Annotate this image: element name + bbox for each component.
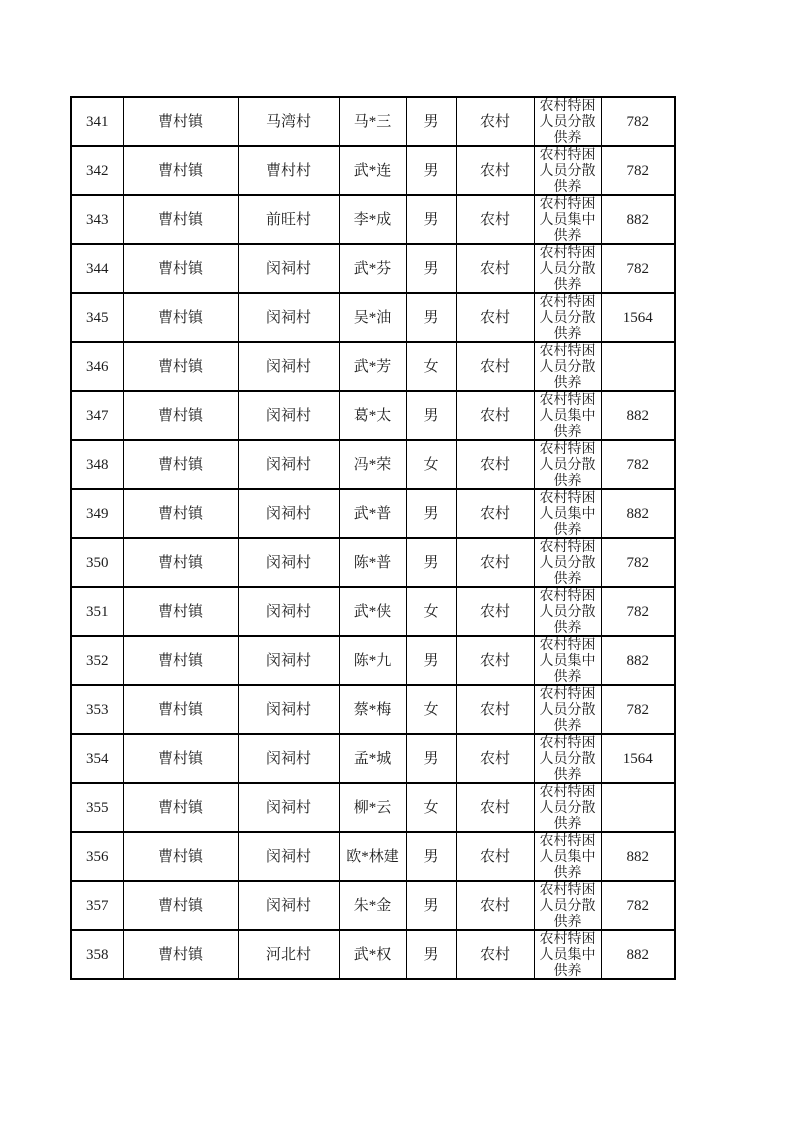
cell-category: [534, 538, 601, 587]
cell-amount: 882: [601, 832, 675, 881]
cell-amount: 782: [601, 881, 675, 930]
cell-category: [534, 881, 601, 930]
cell-category: [534, 293, 601, 342]
table-body: [71, 97, 675, 979]
cell-seq: 342: [71, 146, 123, 195]
cell-seq: 343: [71, 195, 123, 244]
cell-town: 曹村镇: [123, 97, 238, 146]
cell-area-type: 农村: [456, 195, 534, 244]
category-text: 农村特困人员集中供养: [539, 932, 596, 977]
cell-area-type: 农村: [456, 293, 534, 342]
category-text: 农村特困人员集中供养: [539, 491, 596, 536]
cell-name: 冯*荣: [339, 440, 406, 489]
cell-town: 曹村镇: [123, 734, 238, 783]
cell-village: 马湾村: [238, 97, 339, 146]
table-row: [71, 195, 675, 244]
cell-area-type: 农村: [456, 244, 534, 293]
cell-category: [534, 783, 601, 832]
category-text: 农村特困人员集中供养: [539, 393, 596, 438]
cell-name: 吴*油: [339, 293, 406, 342]
cell-category: [534, 685, 601, 734]
cell-village: 闵祠村: [238, 685, 339, 734]
cell-gender: 男: [406, 195, 456, 244]
cell-area-type: 农村: [456, 881, 534, 930]
cell-village: 闵祠村: [238, 440, 339, 489]
cell-name: 武*普: [339, 489, 406, 538]
cell-category: [534, 97, 601, 146]
table-row: [71, 587, 675, 636]
cell-gender: 男: [406, 97, 456, 146]
table-row: [71, 440, 675, 489]
category-text: 农村特困人员分散供养: [539, 148, 596, 193]
cell-area-type: 农村: [456, 538, 534, 587]
cell-category: [534, 195, 601, 244]
cell-name: 武*侠: [339, 587, 406, 636]
table-row: [71, 685, 675, 734]
cell-village: 曹村村: [238, 146, 339, 195]
cell-amount: 882: [601, 636, 675, 685]
table-row: [71, 636, 675, 685]
category-text: 农村特困人员分散供养: [539, 540, 596, 585]
cell-amount: 1564: [601, 293, 675, 342]
cell-town: 曹村镇: [123, 783, 238, 832]
cell-name: 孟*城: [339, 734, 406, 783]
cell-name: 陈*九: [339, 636, 406, 685]
cell-gender: 女: [406, 440, 456, 489]
cell-gender: 女: [406, 685, 456, 734]
cell-seq: 350: [71, 538, 123, 587]
cell-name: 欧*林建: [339, 832, 406, 881]
cell-seq: 356: [71, 832, 123, 881]
cell-name: 陈*普: [339, 538, 406, 587]
cell-town: 曹村镇: [123, 195, 238, 244]
cell-name: 蔡*梅: [339, 685, 406, 734]
cell-town: 曹村镇: [123, 146, 238, 195]
cell-seq: 355: [71, 783, 123, 832]
cell-name: 马*三: [339, 97, 406, 146]
cell-town: 曹村镇: [123, 244, 238, 293]
cell-town: 曹村镇: [123, 587, 238, 636]
cell-area-type: 农村: [456, 587, 534, 636]
subsidy-roster-table: [70, 96, 676, 980]
category-text: 农村特困人员分散供养: [539, 246, 596, 291]
cell-gender: 女: [406, 783, 456, 832]
cell-area-type: 农村: [456, 685, 534, 734]
cell-village: 闵祠村: [238, 391, 339, 440]
cell-town: 曹村镇: [123, 342, 238, 391]
cell-amount: 782: [601, 587, 675, 636]
cell-category: [534, 146, 601, 195]
cell-seq: 348: [71, 440, 123, 489]
cell-seq: 349: [71, 489, 123, 538]
table-row: [71, 342, 675, 391]
table-row: [71, 244, 675, 293]
cell-seq: 344: [71, 244, 123, 293]
cell-town: 曹村镇: [123, 538, 238, 587]
cell-name: 武*连: [339, 146, 406, 195]
category-text: 农村特困人员分散供养: [539, 785, 596, 830]
table-row: [71, 783, 675, 832]
cell-seq: 345: [71, 293, 123, 342]
cell-village: 闵祠村: [238, 538, 339, 587]
cell-area-type: 农村: [456, 440, 534, 489]
cell-town: 曹村镇: [123, 881, 238, 930]
cell-name: 李*成: [339, 195, 406, 244]
cell-category: [534, 734, 601, 783]
cell-town: 曹村镇: [123, 685, 238, 734]
cell-area-type: 农村: [456, 489, 534, 538]
cell-gender: 男: [406, 489, 456, 538]
cell-seq: 341: [71, 97, 123, 146]
cell-town: 曹村镇: [123, 832, 238, 881]
cell-gender: 男: [406, 146, 456, 195]
cell-amount: 782: [601, 244, 675, 293]
cell-village: 闵祠村: [238, 342, 339, 391]
cell-gender: 男: [406, 391, 456, 440]
cell-seq: 347: [71, 391, 123, 440]
cell-amount: 882: [601, 391, 675, 440]
cell-town: 曹村镇: [123, 930, 238, 979]
cell-category: [534, 587, 601, 636]
category-text: 农村特困人员分散供养: [539, 442, 596, 487]
cell-seq: 353: [71, 685, 123, 734]
cell-village: 河北村: [238, 930, 339, 979]
cell-gender: 女: [406, 587, 456, 636]
cell-name: 武*芬: [339, 244, 406, 293]
cell-amount: [601, 342, 675, 391]
category-text: 农村特困人员分散供养: [539, 736, 596, 781]
cell-gender: 男: [406, 881, 456, 930]
category-text: 农村特困人员分散供养: [539, 344, 596, 389]
cell-area-type: 农村: [456, 146, 534, 195]
cell-category: [534, 832, 601, 881]
cell-name: 朱*金: [339, 881, 406, 930]
cell-area-type: 农村: [456, 832, 534, 881]
cell-amount: 1564: [601, 734, 675, 783]
cell-gender: 男: [406, 293, 456, 342]
cell-village: 闵祠村: [238, 293, 339, 342]
cell-amount: 782: [601, 146, 675, 195]
cell-village: 前旺村: [238, 195, 339, 244]
cell-name: 武*芳: [339, 342, 406, 391]
cell-amount: 782: [601, 538, 675, 587]
cell-name: 葛*太: [339, 391, 406, 440]
cell-category: [534, 489, 601, 538]
cell-category: [534, 440, 601, 489]
cell-town: 曹村镇: [123, 391, 238, 440]
table-row: [71, 832, 675, 881]
cell-area-type: 农村: [456, 930, 534, 979]
category-text: 农村特困人员分散供养: [539, 295, 596, 340]
cell-seq: 351: [71, 587, 123, 636]
cell-name: 柳*云: [339, 783, 406, 832]
cell-amount: 782: [601, 685, 675, 734]
category-text: 农村特困人员分散供养: [539, 589, 596, 634]
cell-village: 闵祠村: [238, 783, 339, 832]
table-row: [71, 146, 675, 195]
cell-gender: 男: [406, 930, 456, 979]
cell-amount: 882: [601, 489, 675, 538]
table-row: [71, 881, 675, 930]
cell-seq: 354: [71, 734, 123, 783]
cell-town: 曹村镇: [123, 489, 238, 538]
cell-amount: 782: [601, 97, 675, 146]
table-row: [71, 734, 675, 783]
table-row: [71, 97, 675, 146]
table-row: [71, 930, 675, 979]
cell-area-type: 农村: [456, 342, 534, 391]
cell-area-type: 农村: [456, 391, 534, 440]
cell-amount: 882: [601, 930, 675, 979]
cell-village: 闵祠村: [238, 636, 339, 685]
cell-gender: 男: [406, 244, 456, 293]
cell-town: 曹村镇: [123, 636, 238, 685]
category-text: 农村特困人员分散供养: [539, 883, 596, 928]
category-text: 农村特困人员集中供养: [539, 834, 596, 879]
cell-seq: 357: [71, 881, 123, 930]
cell-area-type: 农村: [456, 636, 534, 685]
cell-village: 闵祠村: [238, 244, 339, 293]
cell-gender: 男: [406, 538, 456, 587]
category-text: 农村特困人员分散供养: [539, 687, 596, 732]
cell-village: 闵祠村: [238, 587, 339, 636]
cell-seq: 352: [71, 636, 123, 685]
cell-amount: 882: [601, 195, 675, 244]
cell-area-type: 农村: [456, 734, 534, 783]
cell-category: [534, 244, 601, 293]
cell-village: 闵祠村: [238, 489, 339, 538]
category-text: 农村特困人员集中供养: [539, 197, 596, 242]
cell-category: [534, 342, 601, 391]
cell-area-type: 农村: [456, 783, 534, 832]
table-row: [71, 489, 675, 538]
cell-gender: 女: [406, 342, 456, 391]
cell-area-type: 农村: [456, 97, 534, 146]
cell-seq: 358: [71, 930, 123, 979]
cell-amount: 782: [601, 440, 675, 489]
table-row: [71, 391, 675, 440]
cell-name: 武*权: [339, 930, 406, 979]
cell-category: [534, 636, 601, 685]
cell-category: [534, 930, 601, 979]
cell-gender: 男: [406, 832, 456, 881]
cell-village: 闵祠村: [238, 881, 339, 930]
cell-town: 曹村镇: [123, 440, 238, 489]
cell-town: 曹村镇: [123, 293, 238, 342]
cell-gender: 男: [406, 734, 456, 783]
category-text: 农村特困人员分散供养: [539, 99, 596, 144]
table-row: [71, 538, 675, 587]
table-row: [71, 293, 675, 342]
category-text: 农村特困人员集中供养: [539, 638, 596, 683]
cell-gender: 男: [406, 636, 456, 685]
cell-village: 闵祠村: [238, 832, 339, 881]
cell-amount: [601, 783, 675, 832]
cell-category: [534, 391, 601, 440]
cell-village: 闵祠村: [238, 734, 339, 783]
cell-seq: 346: [71, 342, 123, 391]
